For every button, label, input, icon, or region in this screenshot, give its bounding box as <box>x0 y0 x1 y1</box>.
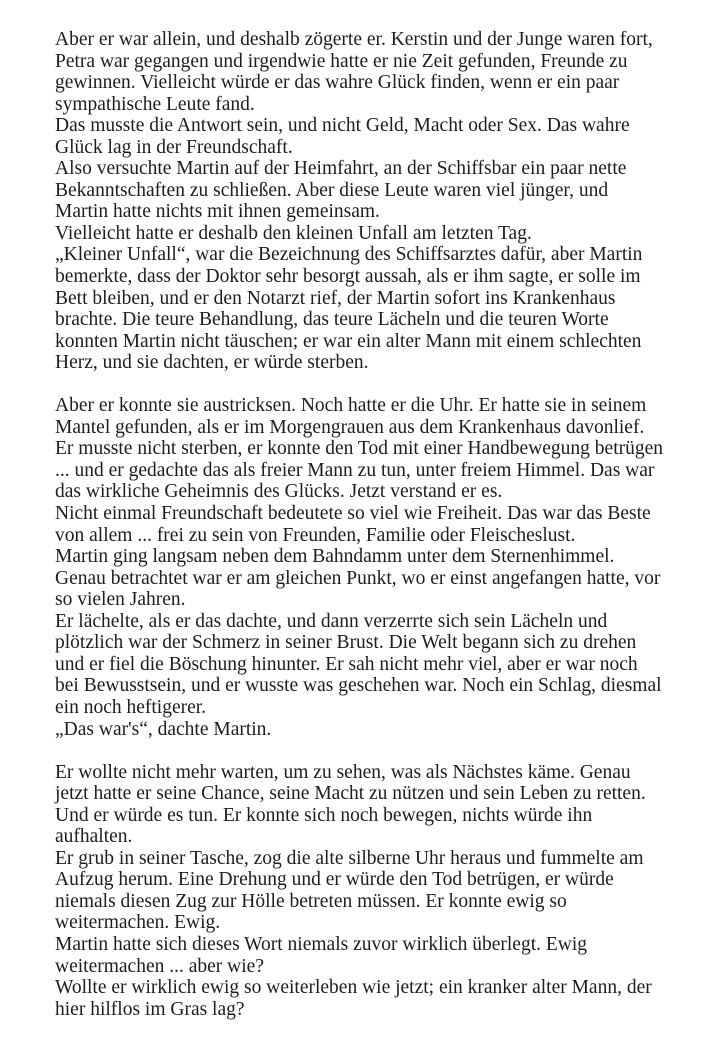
paragraph-block <box>55 29 680 374</box>
text-line: Bekanntschaften zu schließen. Aber diese Leute waren viel jünger, und <box>55 179 609 201</box>
text-line: gewinnen. Vielleicht würde er das wahre Glück finden, wenn er ein paar <box>55 72 620 94</box>
text-line: Er grub in seiner Tasche, zog die alte silberne Uhr heraus und fummelte am <box>55 847 644 869</box>
text-line: sympathische Leute fand. <box>55 93 255 115</box>
text-line: Vielleicht hatte er deshalb den kleinen Unfall am letzten Tag. <box>55 222 532 244</box>
text-line: und er fiel die Böschung hinunter. Er sah nicht mehr viel, aber er war noch <box>55 653 638 675</box>
text-line: Aber er konnte sie austricksen. Noch hatte er die Uhr. Er hatte sie in seinem <box>55 395 647 417</box>
text-line: ein noch heftigerer. <box>55 696 207 718</box>
text-line: Er musste nicht sterben, er konnte den Tod mit einer Handbewegung betrügen <box>55 438 664 460</box>
text-line: niemals diesen Zug zur Hölle betreten müssen. Er konnte ewig so <box>55 890 567 912</box>
text-line: Er lächelte, als er das dachte, und dann verzerrte sich sein Lächeln und <box>55 610 608 632</box>
text-line: von allem ... frei zu sein von Freunden, Familie oder Fleischeslust. <box>55 524 576 546</box>
text-line: bemerkte, dass der Doktor sehr besorgt aussah, als er ihm sagte, er solle im <box>55 266 641 288</box>
text-line: Nicht einmal Freundschaft bedeutete so viel wie Freiheit. Das war das Beste <box>55 503 651 525</box>
text-line: Er wollte nicht mehr warten, um zu sehen, was als Nächstes käme. Genau <box>55 761 631 783</box>
text-line: Petra war gegangen und irgendwie hatte er nie Zeit gefunden, Freunde zu <box>55 50 628 72</box>
text-line: Martin hatte nichts mit ihnen gemeinsam. <box>55 201 380 223</box>
paragraph-block <box>55 762 680 1021</box>
text-line: ... und er gedachte das als freier Mann zu tun, unter freiem Himmel. Das war <box>55 459 655 481</box>
text-line: aufhalten. <box>55 826 133 848</box>
text-line: so vielen Jahren. <box>55 589 186 611</box>
text-line: Herz, und sie dachten, er würde sterben. <box>55 352 369 374</box>
text-line: Bett bleiben, und er den Notarzt rief, der Martin sofort ins Krankenhaus <box>55 287 616 309</box>
text-line: „Das war's“, dachte Martin. <box>55 718 272 740</box>
text-line: Wollte er wirklich ewig so weiterleben wie jetzt; ein kranker alter Mann, der <box>55 977 652 999</box>
text-line: Und er würde es tun. Er konnte sich noch bewegen, nichts würde ihn <box>55 804 593 826</box>
text-line: Das musste die Antwort sein, und nicht Geld, Macht oder Sex. Das wahre <box>55 115 630 137</box>
text-line: weitermachen ... aber wie? <box>55 955 264 977</box>
text-line: bei Bewusstsein, und er wusste was geschehen war. Noch ein Schlag, diesmal <box>55 675 662 697</box>
text-line: Glück lag in der Freundschaft. <box>55 136 293 158</box>
text-line: weitermachen. Ewig. <box>55 912 221 934</box>
text-column <box>55 29 680 1020</box>
text-line: „Kleiner Unfall“, war die Bezeichnung des Schiffsarztes dafür, aber Martin <box>55 244 643 266</box>
text-line: brachte. Die teure Behandlung, das teure Lächeln und die teuren Worte <box>55 309 609 331</box>
text-line: konnten Martin nicht täuschen; er war ein alter Mann mit einem schlechten <box>55 330 642 352</box>
text-line: Martin hatte sich dieses Wort niemals zuvor wirklich überlegt. Ewig <box>55 933 588 955</box>
text-line: jetzt hatte er seine Chance, seine Macht zu nützen und sein Leben zu retten. <box>55 783 646 805</box>
text-line: Aber er war allein, und deshalb zögerte er. Kerstin und der Junge waren fort, <box>55 29 653 50</box>
text-line: Mantel gefunden, als er im Morgengrauen aus dem Krankenhaus davonlief. <box>55 416 645 438</box>
text-line: das wirkliche Geheimnis des Glücks. Jetzt verstand er es. <box>55 481 503 503</box>
text-line: plötzlich war der Schmerz in seiner Brust. Die Welt begann sich zu drehen <box>55 632 637 654</box>
text-line: hier hilflos im Gras lag? <box>55 998 245 1020</box>
text-line: Aufzug herum. Eine Drehung und er würde den Tod betrügen, er würde <box>55 869 614 891</box>
text-line: Also versuchte Martin auf der Heimfahrt, an der Schiffsbar ein paar nette <box>55 158 627 180</box>
paragraph-block <box>55 395 680 740</box>
text-line: Martin ging langsam neben dem Bahndamm unter dem Sternenhimmel. <box>55 546 615 568</box>
text-line: Genau betrachtet war er am gleichen Punkt, wo er einst angefangen hatte, vor <box>55 567 661 589</box>
